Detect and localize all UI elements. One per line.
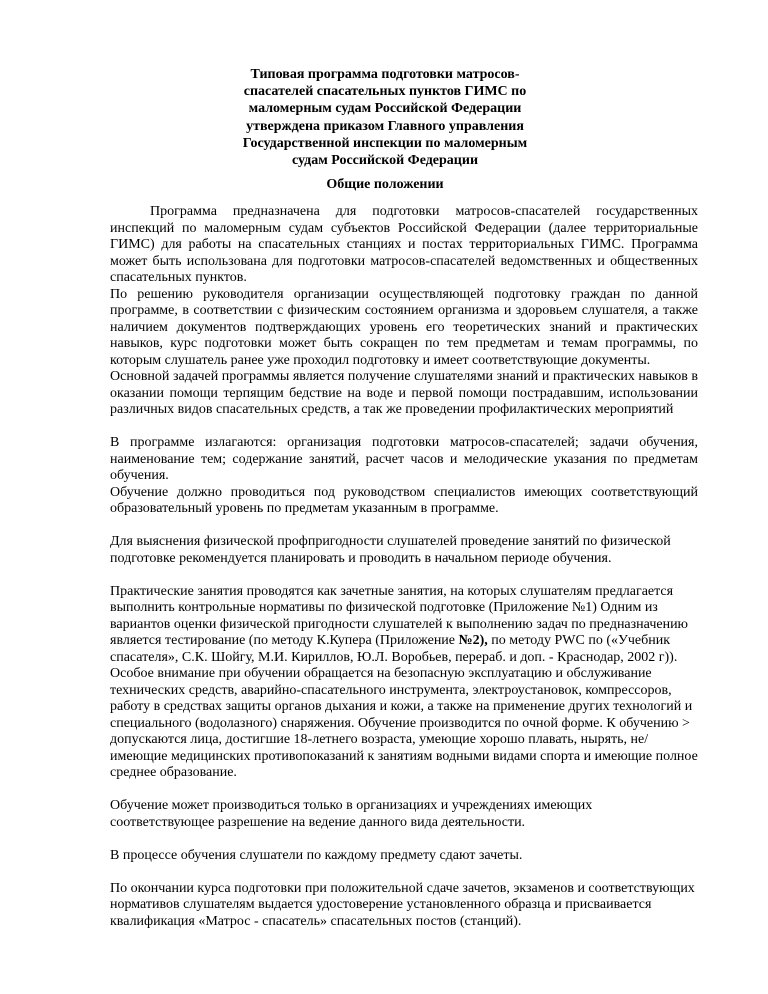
paragraph-purpose: Программа предназначена для подготовки матросов-спасателей государственных инспекций по маломерным судам субъектов Российской Федерации (далее территориальные ГИМС) для работы на спасательных станциях и постах территориальных ГИМС. Программа может быть использована для подготовки матросов-спасателей ведомственных и общественных спасательных пунктов. [110,204,698,285]
paragraph-instructors: Обучение должно проводиться под руководством специалистов имеющих соответствующий образовательный уровень по предметам указанным в программе. [110,484,698,516]
paragraph-tests: В процессе обучения слушатели по каждому предмету сдают зачеты. [110,847,523,863]
paragraph-organizations: Обучение может производиться только в организациях и учреждениях имеющих соответствующее разрешение на ведение данного вида деятельности. [110,798,593,830]
paragraph-special-attention: Особое внимание при обучении обращается на безопасную эксплуатацию и обслуживание технических средств, аварийно-спасательного инструмента, электроустановок, компрессоров, работу в средствах защиты органов дыхания и кожи, а также на применение других технологий и специального (водолазного) снаряжения. Обучение производится по очной форме. К обучению > допускаются лица, достигшие 18-летнего возраста, умеющие хорошо плавать, нырять, не/ имеющие медицинских противопоказаний к занятиям водными видами спорта и имеющие полное среднее образование. [110,666,698,780]
document-body [110,204,698,930]
paragraph-practical-classes [110,584,698,667]
paragraph-main-task: Основной задачей программы является получение слушателями знаний и практических навыков в оказании помощи терпящим бедствие на воде и первой помощи пострадавшим, использовании различных видов спасательных средств, а так же проведении профилактических мероприятий [110,369,698,417]
paragraph-program-contents: В программе излагаются: организация подготовки матросов-спасателей; задачи обучения, наименование тем; содержание занятий, расчет часов и мелодические указания по предметам обучения. [110,435,698,483]
paragraph-reduction: По решению руководителя организации осуществляющей подготовку граждан по данной программе, в соответствии с физическим состоянием организма и здоровьем слушателя, а также наличием документов подтверждающих уровень его теоретических знаний и практических навыков, курс подготовки может быть сокращен по тем предметам и темам программы, по которым слушатель ранее уже проходил подготовку и имеет соответствующие документы. [110,286,698,368]
document-title: Типовая программа подготовки матросов-спасателей спасательных пунктов ГИМС по маломерным судам Российской Федерации утверждена приказом Главного управления Государственной инспекции по маломерным судам Российской Федерации [242,67,528,169]
section-heading: Общие положении [326,177,444,192]
practical-classes-text-start: Практические занятия проводятся как зачетные занятия, на которых слушателям предлагается выполнить контрольные нормативы по физической подготовке (Приложение №1) Одним из вариантов оценки физической пригодности слушателей к выполнению задач по предназначению является тестирование (по методу К.Купера (Приложение [110,583,689,648]
paragraph-certificate: По окончании курса подготовки при положительной сдаче зачетов, экзаменов и соответствующих нормативов слушателям выдается удостоверение установленного образца и присваивается квалификация «Матрос - спасатель» спасательных постов (станций). [110,880,695,929]
appendix-2-reference: №2), [458,633,488,648]
paragraph-physical-fitness: Для выяснения физической профпригодности слушателей проведение занятий по физической подготовке рекомендуется планировать и проводить в начальном периоде обучения. [110,534,671,566]
practical-classes-text-end: по методу PWC по («Учебник спасателя», С.К. Шойгу, М.И. Кириллов, Ю.Л. Воробьев, перераб. и доп. - Краснодар, 2002 г)). [110,633,678,665]
